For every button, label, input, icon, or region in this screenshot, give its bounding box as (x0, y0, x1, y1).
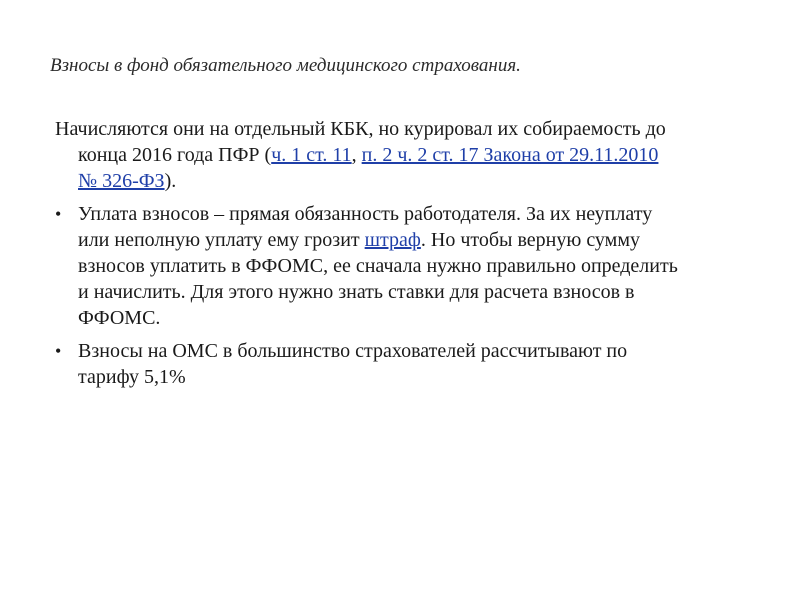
law-link-326-fz[interactable]: № 326-ФЗ (78, 170, 165, 192)
intro-continuation (55, 142, 755, 194)
law-link-article-11[interactable]: ч. 1 ст. 11 (271, 144, 352, 166)
bullet-item-oms-rate (55, 338, 755, 390)
bullet-text (55, 338, 755, 390)
bullet-2-line-2: тарифу 5,1% (78, 366, 186, 388)
intro-paragraph (55, 116, 755, 194)
bullet-1-line-2-prefix: или неполную уплату ему грозит (78, 229, 365, 251)
bullet-1-line-1: Уплата взносов – прямая обязанность работодателя. За их неуплату (78, 203, 653, 225)
intro-line-1: Начисляются они на отдельный КБК, но курировал их собираемость до (55, 118, 666, 140)
bullet-text (55, 201, 755, 331)
intro-line-2-prefix: конца 2016 года ПФР ( (78, 144, 272, 166)
bullet-marker: • (55, 341, 62, 361)
bullet-1-line-5: ФФОМС. (78, 307, 161, 329)
bullet-marker: • (55, 204, 62, 224)
intro-line-2 (78, 142, 755, 168)
bullet-1-line-3: взносов уплатить в ФФОМС, ее сначала нужно правильно определить (78, 255, 678, 277)
bullet-1-line-2-suffix: . Но чтобы верную сумму (420, 229, 640, 251)
intro-line-3-suffix: ). (164, 170, 177, 192)
fine-link[interactable]: штраф (364, 229, 421, 251)
bullet-item-employer-duty (55, 201, 755, 331)
law-link-article-17[interactable]: п. 2 ч. 2 ст. 17 Закона от 29.11.2010 (361, 144, 659, 166)
bullet-1-line-2 (78, 227, 755, 253)
bullet-2-line-1: Взносы на ОМС в большинство страхователей рассчитывают по (78, 340, 628, 362)
bullet-1-line-4: и начислить. Для этого нужно знать ставки для расчета взносов в (78, 281, 635, 303)
intro-separator: , (351, 144, 362, 166)
slide-title: Взносы в фонд обязательного медицинского страхования. (50, 55, 521, 76)
intro-line-3 (78, 168, 755, 194)
